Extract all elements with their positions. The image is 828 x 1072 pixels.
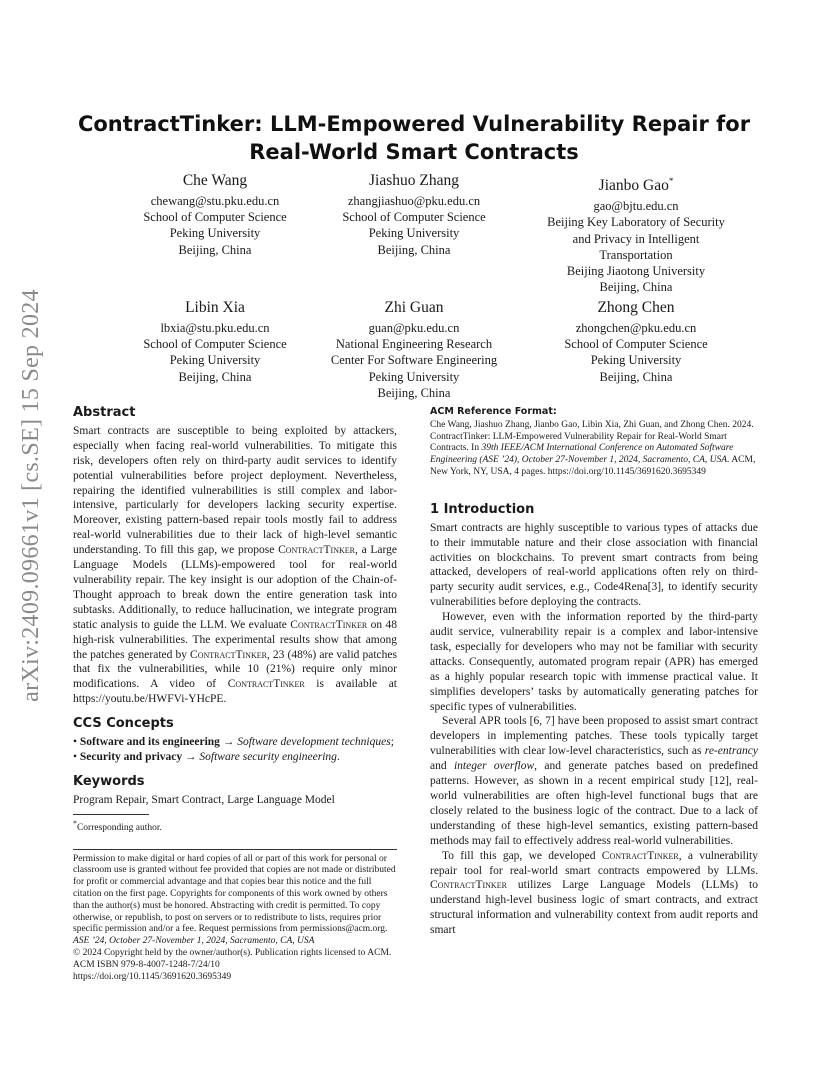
corresponding-mark: * <box>668 176 674 186</box>
footnote: *Corresponding author. <box>73 818 162 833</box>
keywords-heading: Keywords <box>73 773 145 789</box>
acm-ref-text: Che Wang, Jiashuo Zhang, Jianbo Gao, Libin Xia, Zhi Guan, and Zhong Chen. 2024. ContractTinker: LLM-Empowered Vulnerability Repair for Real-World Smart Contracts. In 39th IEEE/ACM International Conference on Automated Software Engineering (ASE ’24), October 27-November 1, 2024, Sacramento, CA, USA. ACM, New York, NY, USA, 4 pages. https://doi.org/10.1145/3691620.3695349 <box>430 419 756 477</box>
abstract-heading: Abstract <box>73 405 136 420</box>
intro-paragraph-1: Smart contracts are highly susceptible to various types of attacks due to their immutable nature and their close association with financial activities on blockchains. To prevent smart contracts from being attacked, developers of real-world applications often rely on third-party security audit services, e.g., Code4Rena[3], to identify security vulnerabilities before deploying the contracts. <box>430 521 758 609</box>
author-email: guan@pku.edu.cn <box>368 321 460 335</box>
author-name: Jianbo Gao* <box>598 176 674 195</box>
intro-paragraph-4: To fill this gap, we developed ContractTinker, a vulnerability repair tool for real-world smart contracts empowered by LLMs. ContractTinker utilizes Large Language Models (LLMs) to understand high-level business logic of smart contracts, and extract structural information and vulnerability context from audit reports and smart <box>430 849 758 937</box>
author-name: Che Wang <box>182 172 248 189</box>
tool-name: ContractTinker <box>190 648 267 661</box>
tool-name: ContractTinker <box>601 849 679 862</box>
venue-line: ASE ’24, October 27-November 1, 2024, Sacramento, CA, USA <box>73 936 315 947</box>
intro-heading: 1 Introduction <box>430 501 535 517</box>
author-email: lbxia@stu.pku.edu.cn <box>160 321 270 335</box>
abstract-text: Smart contracts are susceptible to being exploited by attackers, especially when facing real-world vulnerabilities. To mitigate this risk, developers often rely on third-party audit services to identify potential vulnerabilities before project deployment. Nevertheless, repairing the identified vulnerabilities is still complex and labor-intensive, particularly for developers lacking security expertise. Moreover, existing pattern-based repair tools mostly fail to address real-world vulnerabilities due to their lack of high-level semantic understanding. To fill this gap, we propose ContractTinker, a Large Language Models (LLMs)-empowered tool for real-world vulnerability repair. The key insight is our adoption of the Chain-of-Thought approach to break down the entire generation task into subtasks. Additionally, to reduce hallucination, we integrate program static analysis to guide the LLM. We evaluate ContractTinker on 48 high-risk vulnerabilities. The experimental results show that among the patches generated by ContractTinker, 23 (48%) are valid patches that fix the vulnerabilities, while 10 (21%) require only minor modifications. A video of ContractTinker is available at https://youtu.be/HWFVi-YHcPE. <box>73 424 398 706</box>
author-6 <box>531 298 741 385</box>
author-2 <box>309 171 519 258</box>
permission-rule <box>73 849 397 850</box>
keywords-text: Program Repair, Smart Contract, Large Language Model <box>73 793 335 806</box>
author-affiliation: Center For Software Engineering <box>330 353 498 368</box>
author-location: Beijing, China <box>377 242 451 257</box>
author-location: Beijing, China <box>178 369 252 384</box>
author-affiliation: School of Computer Science <box>143 210 287 225</box>
tool-name: ContractTinker <box>290 618 368 631</box>
author-location: Beijing, China <box>599 280 673 295</box>
author-affiliation: Peking University <box>368 369 460 384</box>
left-column <box>73 406 397 983</box>
author-affiliation: Transportation <box>599 247 673 262</box>
ccs-heading: CCS Concepts <box>73 716 174 732</box>
author-affiliation: Peking University <box>169 226 261 241</box>
author-5 <box>309 298 519 401</box>
author-affiliation: Peking University <box>368 226 460 241</box>
author-location: Beijing, China <box>178 242 252 257</box>
author-affiliation: National Engineering Research <box>335 337 493 352</box>
author-affiliation: Peking University <box>169 353 261 368</box>
author-affiliation: Beijing Jiaotong University <box>566 263 706 278</box>
tool-name: ContractTinker <box>278 544 355 557</box>
intro-paragraph-3: Several APR tools [6, 7] have been proposed to assist smart contract developers in implementing patches. These tools typically target vulnerabilities with clear low-level characteristics, such as re-entrancy and integer overflow, and generate patches based on predefined patterns. However, as shown in a recent empirical study [12], real-world vulnerabilities are often high-level functional bugs that are closely related to the business logic of the contract. Due to a lack of understanding of these high-level semantics, existing pattern-based methods may fail to effectively address real-world vulnerabilities. <box>430 715 758 847</box>
copyright-line: © 2024 Copyright held by the owner/author(s). Publication rights licensed to ACM. <box>73 947 392 958</box>
author-affiliation: and Privacy in Intelligent <box>572 231 700 246</box>
author-email: gao@bjtu.edu.cn <box>593 199 679 214</box>
arxiv-stamp: arXiv:2409.09661v1 [cs.SE] 15 Sep 2024 <box>17 288 44 702</box>
footnote-rule <box>73 814 149 815</box>
author-email: chewang@stu.pku.edu.cn <box>150 194 280 208</box>
author-location: Beijing, China <box>599 369 673 384</box>
paper-title: ContractTinker: LLM-Empowered Vulnerability Repair for Real-World Smart Contracts <box>77 112 751 164</box>
author-4 <box>110 298 320 385</box>
author-email: zhongchen@pku.edu.cn <box>575 321 697 335</box>
doi-line: https://doi.org/10.1145/3691620.3695349 <box>73 971 232 982</box>
author-name: Zhi Guan <box>384 299 444 316</box>
author-name: Libin Xia <box>185 299 245 316</box>
author-affiliation: School of Computer Science <box>342 210 486 225</box>
author-name: Jiashuo Zhang <box>369 172 459 189</box>
author-1 <box>110 171 320 258</box>
ccs-concepts: • Software and its engineering → Software development techniques; • Security and privacy → Software security engineering. <box>73 736 394 763</box>
tool-name: ContractTinker <box>430 879 507 892</box>
intro-paragraph-2: However, even with the information reported by the third-party audit service, vulnerability repair is a complex and labor-intensive task, especially for developers who may not be familiar with security attacks. Consequently, automated program repair (APR) has emerged as a highly popular research topic with immense practical value. It simplifies developers’ tasks by automatically generating patches for specific types of vulnerabilities. <box>430 611 758 713</box>
acm-ref-heading: ACM Reference Format: <box>430 406 557 417</box>
author-location: Beijing, China <box>377 385 451 400</box>
author-affiliation: Beijing Key Laboratory of Security <box>547 215 725 230</box>
permission-notice: Permission to make digital or hard copies of all or part of this work for personal or classroom use is granted without fee provided that copies are not made or distributed for profit or commercial advantage and that copies bear this notice and the full citation on the first page. Copyrights for components of this work owned by others than the author(s) must be honored. Abstracting with credit is permitted. To copy otherwise, or republish, to post on servers or to redistribute to lists, requires prior specific permission and/or a fee. Request permissions from permissions@acm.org. <box>73 853 396 935</box>
author-email: zhangjiashuo@pku.edu.cn <box>347 194 481 208</box>
tool-name: ContractTinker <box>227 678 305 691</box>
right-column <box>430 406 758 938</box>
author-affiliation: Peking University <box>590 353 682 368</box>
author-name: Zhong Chen <box>597 299 675 316</box>
author-affiliation: School of Computer Science <box>143 337 287 352</box>
isbn-line: ACM ISBN 979-8-4007-1248-7/24/10 <box>73 959 220 970</box>
author-3 <box>531 171 741 295</box>
author-affiliation: School of Computer Science <box>564 337 708 352</box>
